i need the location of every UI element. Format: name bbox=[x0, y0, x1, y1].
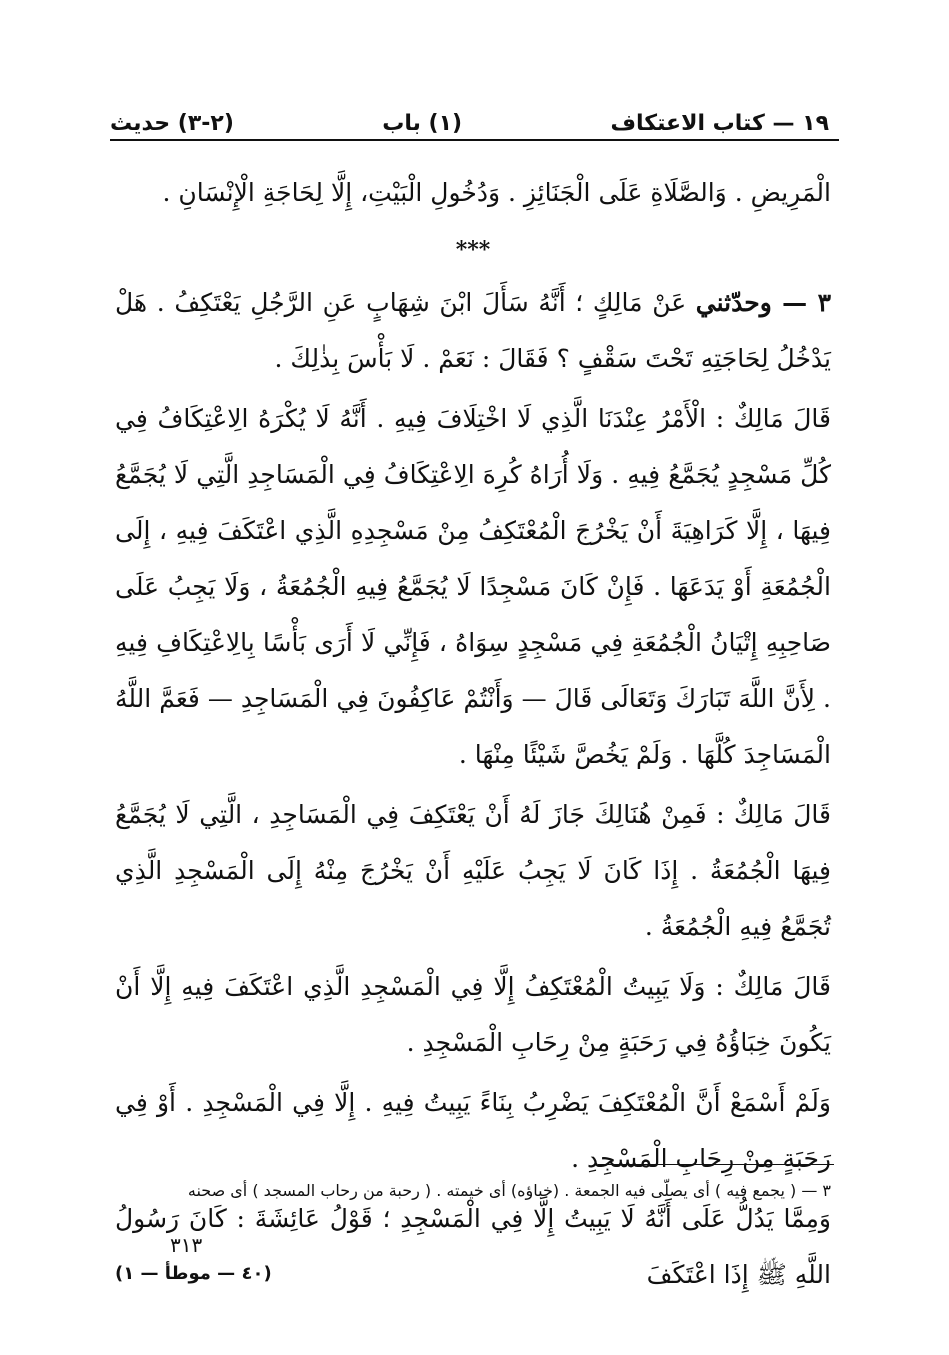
main-text bbox=[115, 165, 831, 1307]
header-chapter: (١) باب bbox=[382, 111, 463, 136]
commentary-paragraph-2: قَالَ مَالِكٌ : فَمِنْ هُنَالِكَ جَازَ لَهُ أَنْ يَعْتَكِفَ فِي الْمَسَاجِدِ ، الَّتِي لَا يُجَمَّعُ فِيهَا الْجُمُعَةُ . إِذَا كَانَ لَا يَجِبُ عَلَيْهِ أَنْ يَخْرُجَ مِنْهُ إِلَى الْمَسْجِدِ الَّذِي تُجَمَّعُ فِيهِ الْجُمُعَةُ . bbox=[115, 800, 831, 941]
hadith-intro: وحدّثني bbox=[695, 288, 772, 317]
commentary-paragraph-4: وَلَمْ أَسْمَعْ أَنَّ الْمُعْتَكِفَ يَضْرِبُ بِنَاءً يَبِيتُ فِيهِ . إِلَّا فِي الْمَسْجِدِ . أَوْ فِي رَحَبَةٍ مِنْ رِحَابِ الْمَسْجِدِ . bbox=[115, 1088, 831, 1173]
section-separator: *** bbox=[455, 237, 491, 263]
continuation-line: الْمَرِيضِ . وَالصَّلَاةِ عَلَى الْجَنَائِزِ . وَدُخُولِ الْبَيْتِ، إِلَّا لِحَاجَةِ الْإِنْسَانِ . bbox=[162, 178, 831, 207]
footnote-rule bbox=[598, 1164, 834, 1165]
commentary-paragraph-1: قَالَ مَالِكٌ : الْأَمْرُ عِنْدَنَا الَّذِي لَا اخْتِلَافَ فِيهِ . أَنَّهُ لَا يُكْرَهُ الِاعْتِكَافُ فِي كُلِّ مَسْجِدٍ يُجَمَّعُ فِيهِ . وَلَا أُرَاهُ كُرِهَ الِاعْتِكَافُ فِي الْمَسَاجِدِ الَّتِي لَا يُجَمَّعُ فِيهَا ، إِلَّا كَرَاهِيَةَ أَنْ يَخْرُجَ الْمُعْتَكِفُ مِنْ مَسْجِدِهِ الَّذِي اعْتَكَفَ فِيهِ ، إِلَى الْجُمُعَةِ أَوْ يَدَعَهَا . فَإِنْ كَانَ مَسْجِدًا لَا يُجَمَّعُ فِيهِ الْجُمُعَةُ ، وَلَا يَجِبُ عَلَى صَاحِبِهِ إِتْيَانُ الْجُمُعَةِ فِي مَسْجِدٍ سِوَاهُ ، فَإِنِّي لَا أَرَى بَأْسًا بِالِاعْتِكَافِ فِيهِ . لِأَنَّ اللَّهَ تَبَارَكَ وَتَعَالَى قَالَ — وَأَنْتُمْ عَاكِفُونَ فِي الْمَسَاجِدِ — فَعَمَّ اللَّهُ الْمَسَاجِدَ كُلَّهَا . وَلَمْ يَخُصَّ شَيْئًا مِنْهَا . bbox=[115, 404, 832, 769]
header-hadith-range: (٢-٣) حديث bbox=[110, 111, 234, 136]
page-number: ٣١٣ bbox=[170, 1233, 203, 1257]
commentary-paragraph-5: وَمِمَّا يَدُلُّ عَلَى أَنَّهُ لَا يَبِيتُ إِلَّا فِي الْمَسْجِدِ ؛ قَوْلُ عَائِشَةَ : كَانَ رَسُولُ اللَّهِ ﷺ إِذَا اعْتَكَفَ bbox=[115, 1204, 831, 1289]
header-book-title: ١٩ — كتاب الاعتكاف bbox=[610, 111, 829, 136]
commentary-paragraph-3: قَالَ مَالِكٌ : وَلَا يَبِيتُ الْمُعْتَكِفُ إِلَّا فِي الْمَسْجِدِ الَّذِي اعْتَكَفَ فِيهِ إِلَّا أَنْ يَكُونَ خِبَاؤُهُ فِي رَحَبَةٍ مِنْ رِحَابِ الْمَسْجِدِ . bbox=[115, 972, 831, 1057]
footnote: ٣ — ( يجمع فيه ) أى يصلّى فيه الجمعة . (خباؤه) أى خيمته . ( رحبة من رحاب المسجد ) أى صحنه bbox=[187, 1181, 831, 1200]
printer-signature: (٤٠ — موطأ — ١) bbox=[115, 1263, 272, 1284]
hadith-paragraph bbox=[115, 275, 831, 387]
header-rule bbox=[110, 139, 839, 141]
hadith-number: ٣ — bbox=[771, 288, 831, 317]
running-header bbox=[110, 100, 829, 136]
hadith-text: عَنْ مَالِكٍ ؛ أَنَّهُ سَأَلَ ابْنَ شِهَابٍ عَنِ الرَّجُلِ يَعْتَكِفُ . هَلْ يَدْخُلُ لِحَاجَتِهِ تَحْتَ سَقْفٍ ؟ فَقَالَ : نَعَمْ . لَا بَأْسَ بِذٰلِكَ . bbox=[115, 288, 831, 373]
